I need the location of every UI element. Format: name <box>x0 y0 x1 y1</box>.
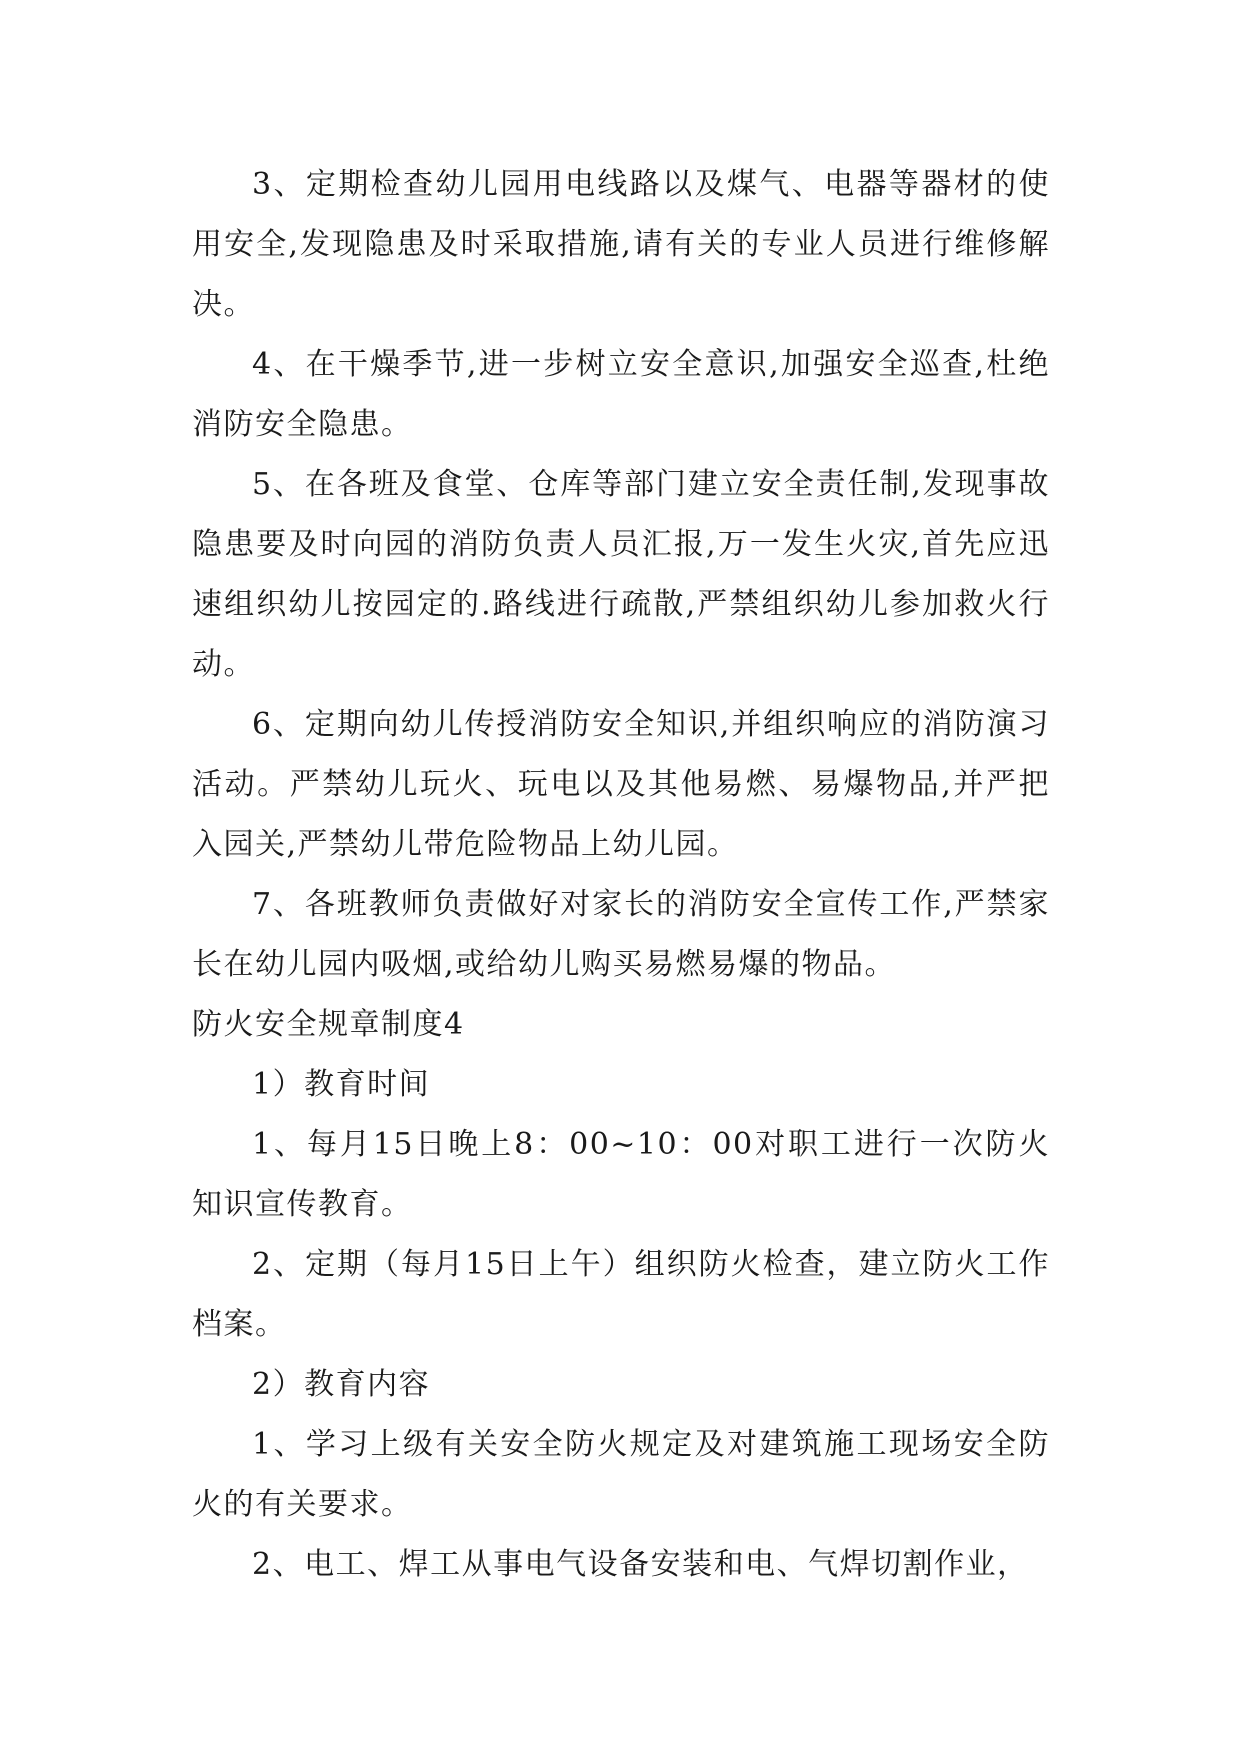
paragraph-time-1: 1、每月15日晚上8：00~10：00对职工进行一次防火知识宣传教育。 <box>192 1127 1050 1222</box>
paragraph-item-4: 4、在干燥季节,进一步树立安全意识,加强安全巡查,杜绝消防安全隐患。 <box>192 347 1050 442</box>
paragraph-item-3: 3、定期检查幼儿园用电线路以及煤气、电器等器材的使用安全,发现隐患及时采取措施,请有关的专业人员进行维修解决。 <box>192 167 1050 322</box>
paragraph-time-2: 2、定期（每月15日上午）组织防火检查，建立防火工作档案。 <box>192 1247 1050 1342</box>
paragraph-item-5: 5、在各班及食堂、仓库等部门建立安全责任制,发现事故隐患要及时向园的消防负责人员汇报,万一发生火灾,首先应迅速组织幼儿按园定的.路线进行疏散,严禁组织幼儿参加救火行动。 <box>192 467 1050 682</box>
subheading-education-time: 1）教育时间 <box>252 1067 431 1102</box>
paragraph-content-1: 1、学习上级有关安全防火规定及对建筑施工现场安全防火的有关要求。 <box>192 1427 1050 1522</box>
document-page <box>192 155 1050 1595</box>
paragraph-content-2: 2、电工、焊工从事电气设备安装和电、气焊切割作业， <box>252 1547 1029 1582</box>
subheading-education-content: 2）教育内容 <box>252 1367 431 1402</box>
paragraph-item-6: 6、定期向幼儿传授消防安全知识,并组织响应的消防演习活动。严禁幼儿玩火、玩电以及其他易燃、易爆物品,并严把入园关,严禁幼儿带危险物品上幼儿园。 <box>192 707 1050 862</box>
paragraph-item-7: 7、各班教师负责做好对家长的消防安全宣传工作,严禁家长在幼儿园内吸烟,或给幼儿购买易燃易爆的物品。 <box>192 887 1050 982</box>
section-heading: 防火安全规章制度4 <box>192 1007 465 1042</box>
